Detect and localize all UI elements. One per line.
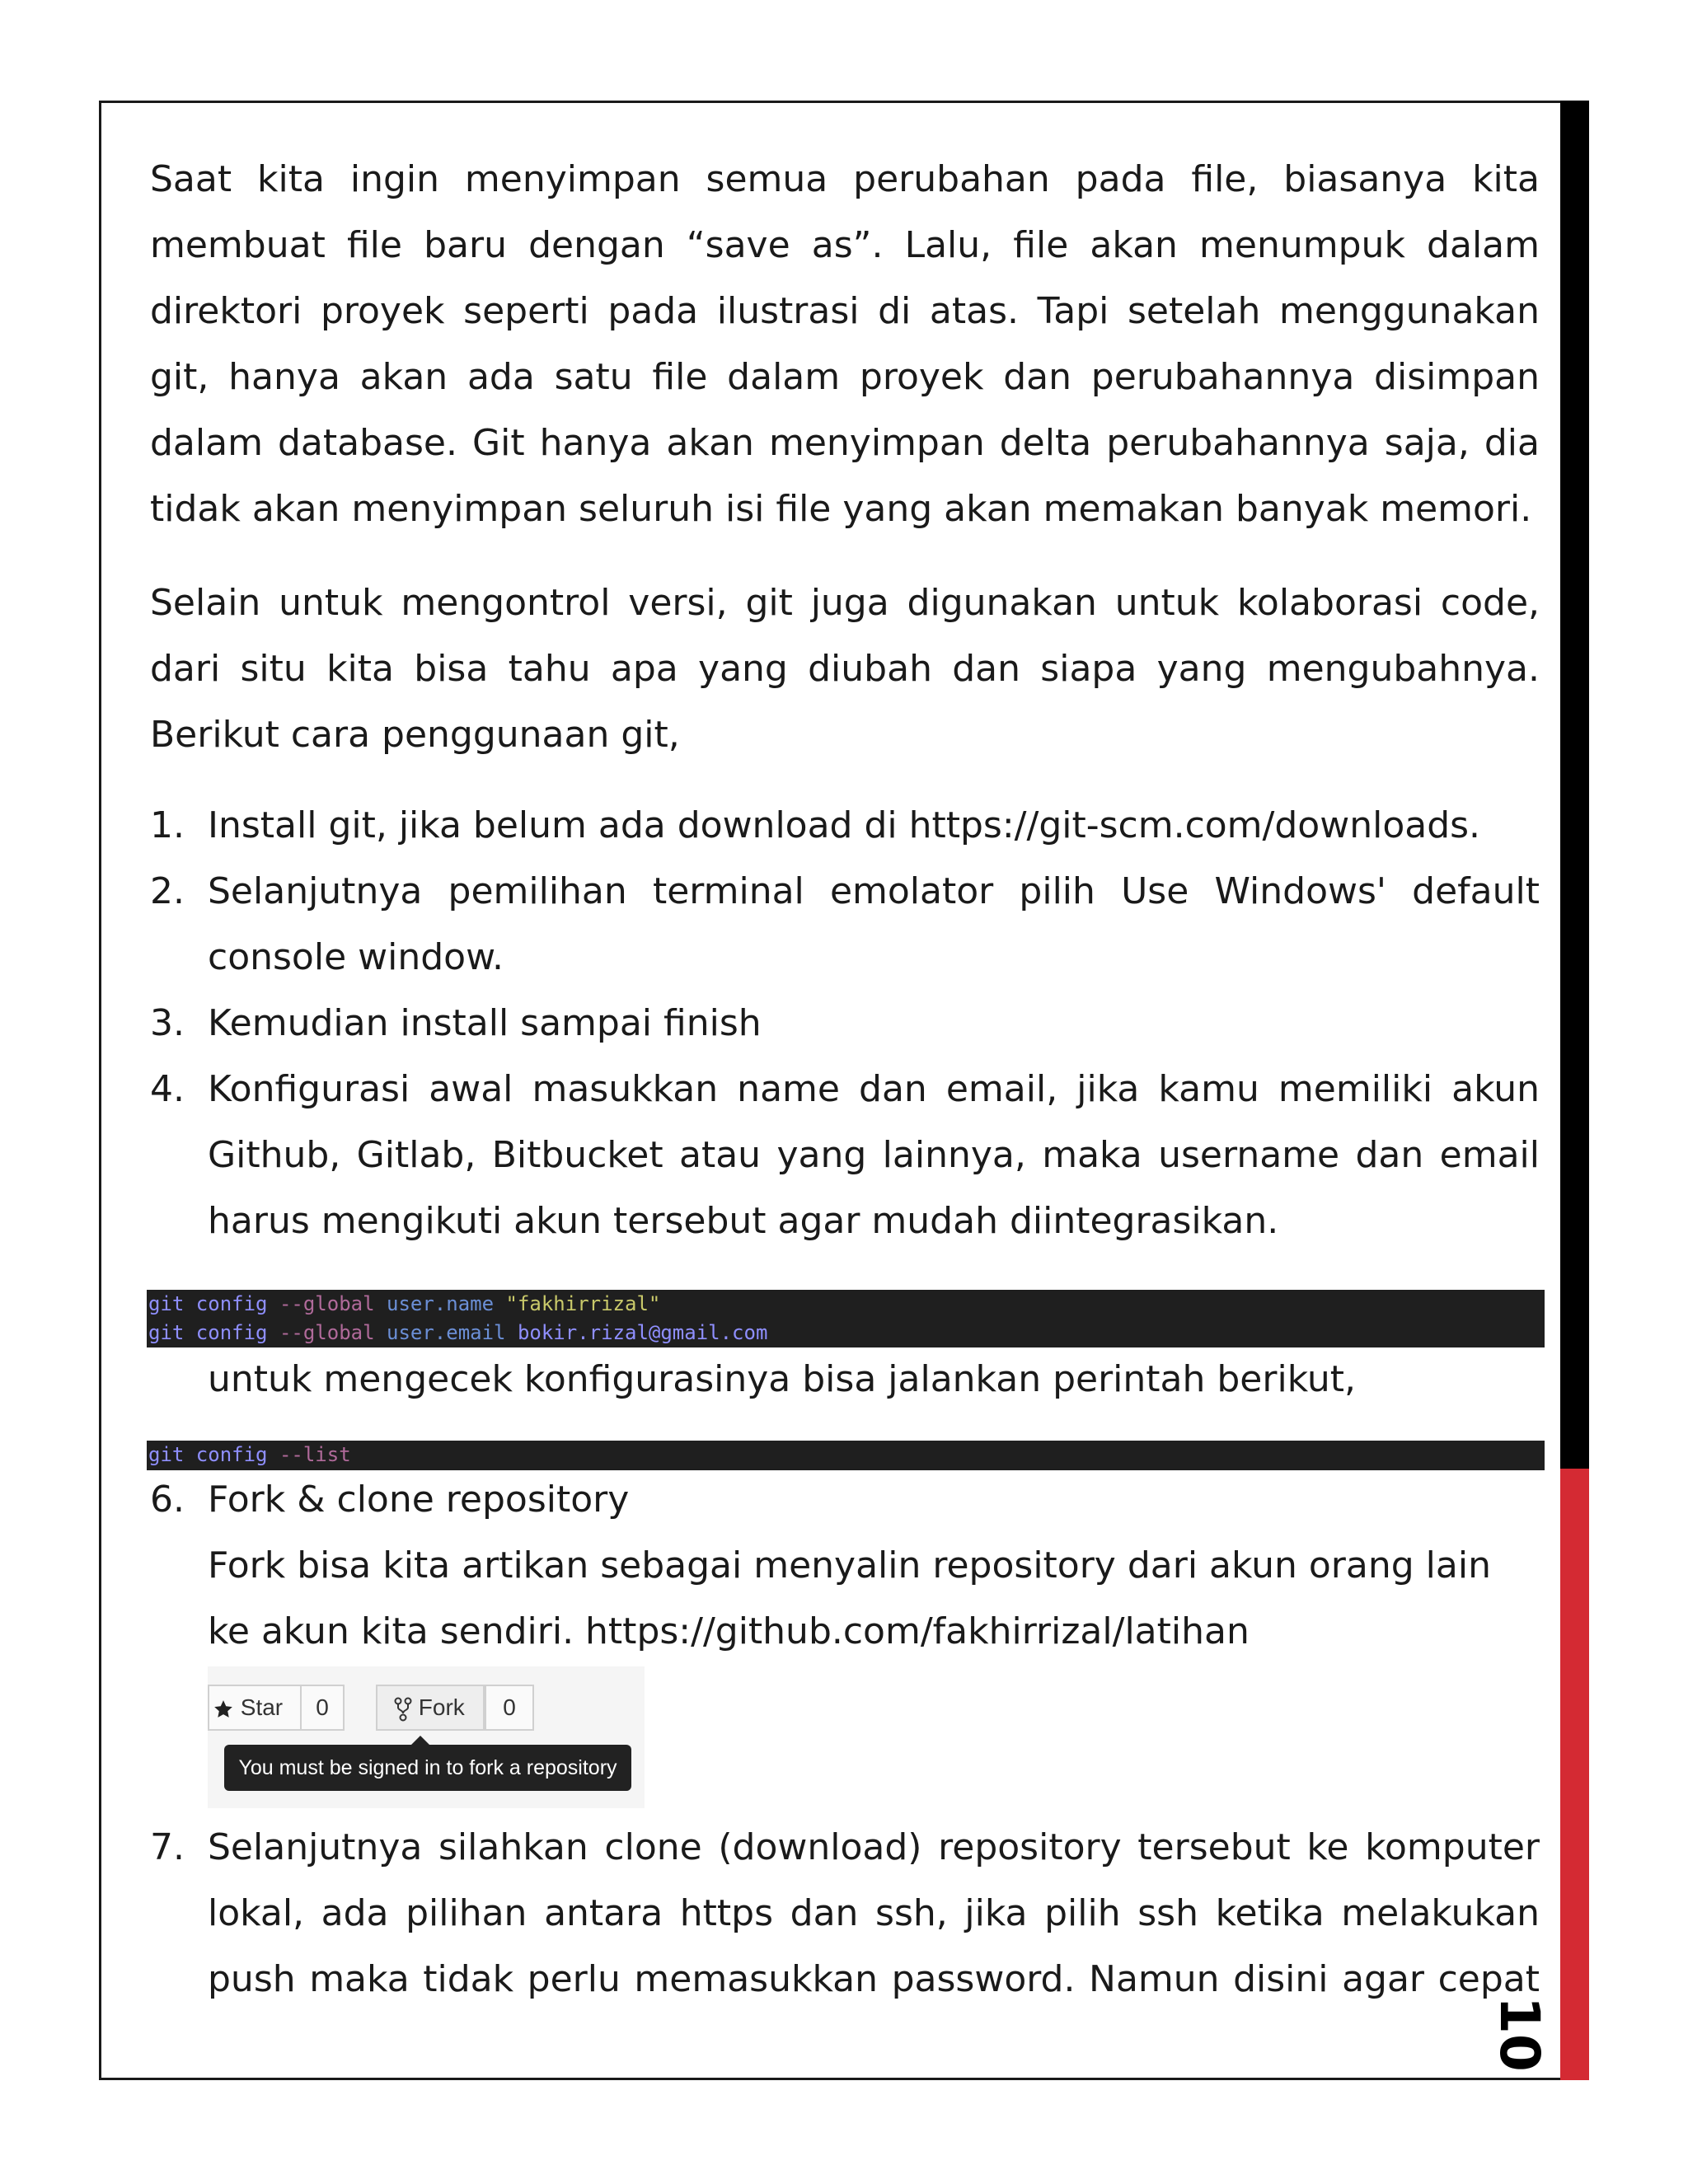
- star-icon: [213, 1699, 234, 1720]
- list-item: [150, 1467, 1540, 1665]
- list-item-number: 4.: [150, 1068, 185, 1110]
- code-line: git config --global user.email bokir.rizal@gmail.com: [148, 1321, 768, 1344]
- list-item: [150, 1815, 1540, 2013]
- tooltip: You must be signed in to fork a repository: [224, 1745, 631, 1791]
- list-item: [150, 1057, 1540, 1254]
- code-block-config: [147, 1290, 1545, 1347]
- intro-paragraph: Saat kita ingin menyimpan semua perubahan pada file, biasanya kita membuat file baru dengan “save as”. Lalu, file akan menumpuk dalam direktori proyek seperti pada ilustrasi di atas. Tapi setelah menggunakan git, hanya akan ada satu file dalam proyek dan perubahannya disimpan dalam database. Git hanya akan menyimpan delta perubahannya saja, dia tidak akan menyimpan seluruh isi file yang akan memakan banyak memori.: [150, 158, 1540, 530]
- list-item: [150, 991, 1540, 1057]
- list-item-text: Selanjutnya pemilihan terminal emolator pilih Use Windows' default console window.: [208, 870, 1540, 978]
- star-count[interactable]: 0: [300, 1685, 345, 1731]
- side-bar-black: [1560, 101, 1589, 1469]
- page-number: 10: [1488, 1996, 1551, 2072]
- list-item: [150, 859, 1540, 991]
- fork-button[interactable]: [376, 1685, 485, 1731]
- github-fork-screenshot: [208, 1666, 645, 1808]
- fork-icon: [394, 1697, 412, 1722]
- star-label: Star: [240, 1694, 284, 1720]
- list-item-text: Install git, jika belum ada download di https://git-scm.com/downloads.: [208, 804, 1481, 846]
- list-item-title: Fork & clone repository: [208, 1479, 630, 1521]
- list-item-text: Selanjutnya silahkan clone (download) repository tersebut ke komputer lokal, ada pilihan antara https dan ssh, jika pilih ssh ketika melakukan push maka tidak perlu memasukkan password. Namun disini agar cepat: [208, 1826, 1540, 2000]
- fork-count[interactable]: 0: [485, 1685, 534, 1731]
- list-item-text: Konfigurasi awal masukkan name dan email, jika kamu memiliki akun Github, Gitlab, Bitbucket atau yang lainnya, maka username dan email harus mengikuti akun tersebut agar mudah diintegrasikan.: [208, 1068, 1540, 1242]
- code-block-list: [147, 1441, 1545, 1470]
- side-bar-red: [1560, 1469, 1589, 2080]
- list-item-number: 6.: [150, 1479, 185, 1521]
- code-line: git config --list: [148, 1443, 351, 1466]
- second-paragraph: Selain untuk mengontrol versi, git juga digunakan untuk kolaborasi code, dari situ kita bisa tahu apa yang diubah dan siapa yang mengubahnya. Berikut cara penggunaan git,: [150, 582, 1540, 756]
- list-item-text: Kemudian install sampai finish: [208, 1002, 762, 1044]
- fork-label: Fork: [418, 1694, 465, 1720]
- star-button[interactable]: [208, 1685, 300, 1731]
- code-line: git config --global user.name "fakhirrizal": [148, 1292, 661, 1315]
- list-item-number: 3.: [150, 1002, 185, 1044]
- list-item-number: 1.: [150, 804, 185, 846]
- list-item-number: 2.: [150, 870, 185, 912]
- list-item-text: Fork bisa kita artikan sebagai menyalin repository dari akun orang lain ke akun kita sendiri. https://github.com/fakhirrizal/latihan: [208, 1544, 1491, 1652]
- list-item: [150, 793, 1540, 859]
- check-config-text: untuk mengecek konfigurasinya bisa jalankan perintah berikut,: [208, 1358, 1356, 1400]
- list-item-number: 7.: [150, 1826, 185, 1868]
